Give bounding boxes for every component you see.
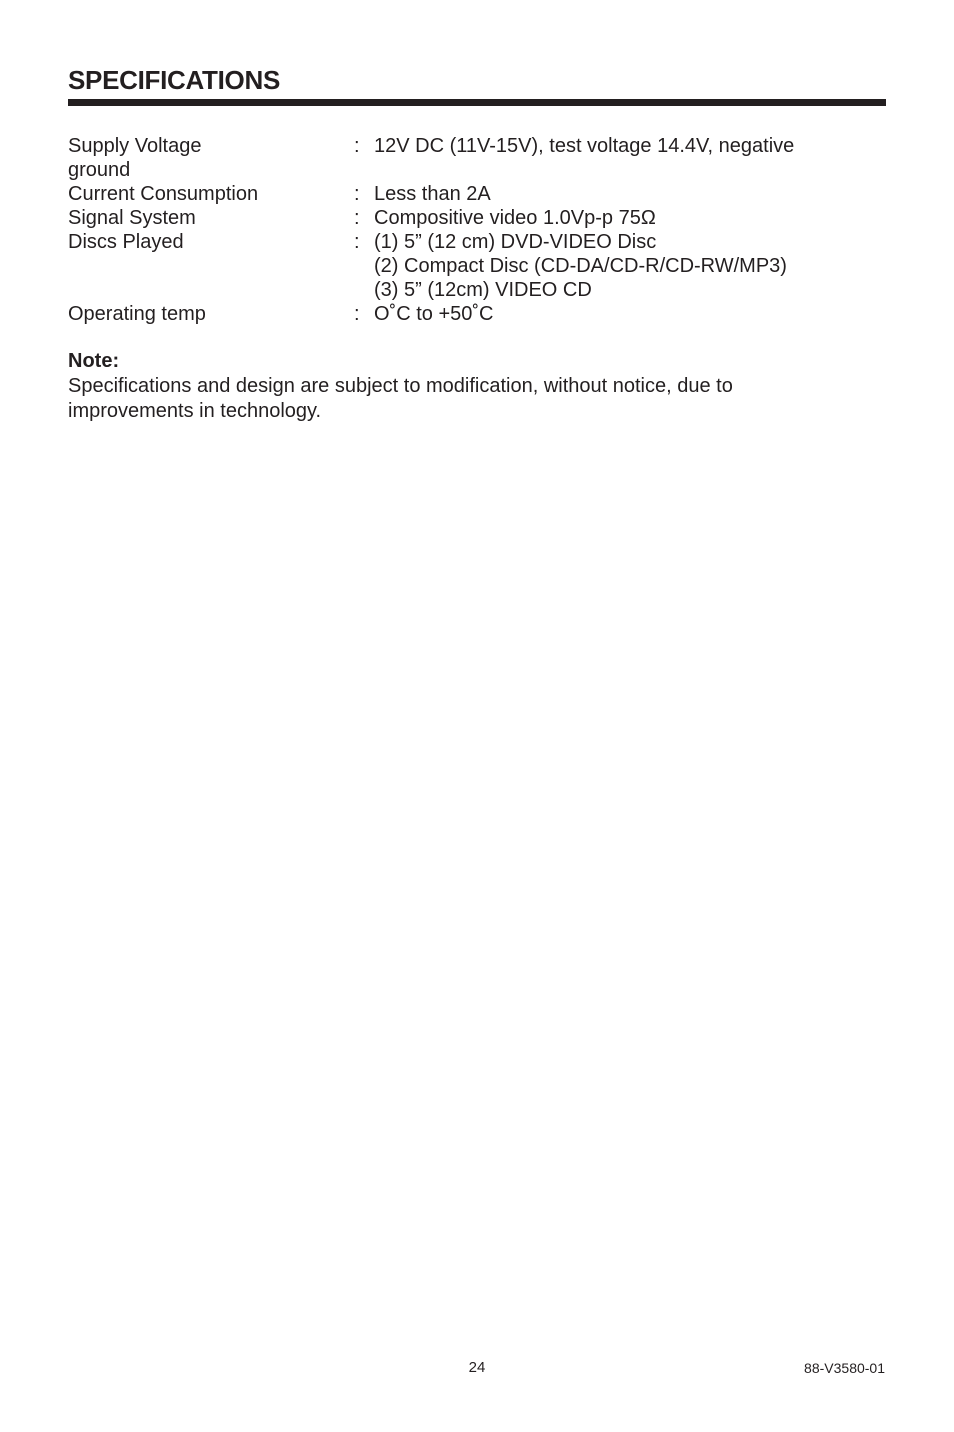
spec-separator: :	[354, 303, 360, 325]
title-rule	[68, 99, 886, 106]
spec-label: Supply Voltage	[68, 135, 202, 157]
spec-separator: :	[354, 231, 360, 253]
spec-label: Operating temp	[68, 303, 206, 325]
spec-row-operating-temp	[68, 302, 886, 326]
page-title: SPECIFICATIONS	[68, 65, 281, 95]
spec-value: (2) Compact Disc (CD-DA/CD-R/CD-RW/MP3)	[374, 255, 787, 277]
spec-separator: :	[354, 183, 360, 205]
spec-label: Discs Played	[68, 231, 184, 253]
spec-label: Current Consumption	[68, 183, 259, 205]
spec-value: O˚C to +50˚C	[374, 303, 494, 325]
spec-separator: :	[354, 135, 360, 157]
spec-value: (3) 5” (12cm) VIDEO CD	[374, 279, 592, 301]
specifications-list	[68, 134, 886, 326]
spec-values	[374, 182, 879, 206]
spec-separator: :	[354, 207, 360, 229]
spec-value: (1) 5” (12 cm) DVD-VIDEO Disc	[374, 231, 657, 253]
note-title: Note:	[68, 350, 120, 372]
spec-row-current-consumption	[68, 182, 886, 206]
spec-values	[374, 230, 879, 302]
note-section	[68, 349, 886, 424]
spec-values	[374, 206, 879, 230]
spec-value-continuation: ground	[68, 159, 131, 181]
spec-value: 12V DC (11V-15V), test voltage 14.4V, negative	[374, 135, 795, 157]
spec-label: Signal System	[68, 207, 196, 229]
spec-value: Compositive video 1.0Vp-p 75Ω	[374, 207, 656, 229]
spec-value: Less than 2A	[374, 183, 491, 205]
document-code: 88-V3580-01	[804, 1360, 885, 1376]
spec-values	[374, 302, 879, 326]
spec-values	[374, 134, 879, 158]
note-body: Specifications and design are subject to modification, without notice, due to improvements in technology.	[68, 375, 733, 422]
page-number: 24	[468, 1359, 486, 1376]
spec-row-discs-played	[68, 230, 886, 302]
spec-row-supply-voltage	[68, 134, 886, 182]
spec-row-signal-system	[68, 206, 886, 230]
